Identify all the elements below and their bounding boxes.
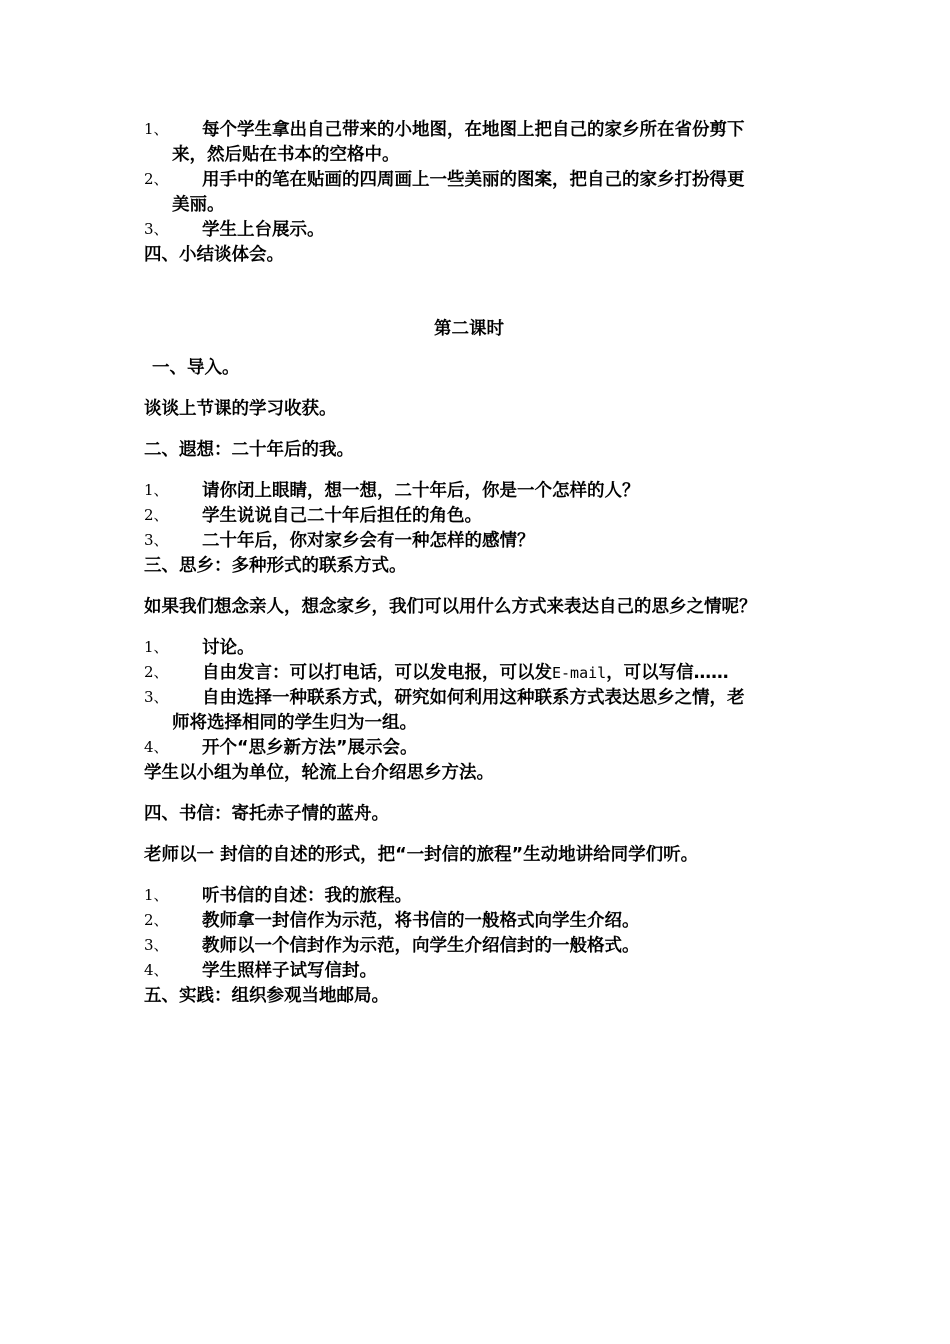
section-heading: 一、导入。 (152, 358, 240, 378)
list-item (144, 218, 814, 243)
list-number: 2、 (144, 911, 169, 929)
list-item (144, 504, 814, 529)
list-number: 1、 (144, 120, 169, 138)
list-item (144, 736, 814, 761)
list-item (144, 118, 814, 168)
list-text-continued: 来，然后贴在书本的空格中。 (172, 145, 400, 165)
list-number: 4、 (144, 961, 169, 979)
list-number: 3、 (144, 936, 169, 954)
list-text: 讨论。 (202, 638, 255, 658)
document-body (144, 118, 814, 1009)
paragraph: 老师以一 封信的自述的形式，把“一封信的旅程”生动地讲给同学们听。 (144, 845, 699, 865)
list-text: 学生照样子试写信封。 (202, 961, 377, 981)
list-text: 请你闭上眼睛，想一想，二十年后，你是一个怎样的人？ (202, 481, 640, 501)
list-item (144, 636, 814, 661)
list-number: 2、 (144, 170, 169, 188)
list-text (202, 661, 814, 686)
list-text: 用手中的笔在贴画的四周画上一些美丽的图案，把自己的家乡打扮得更 (202, 170, 745, 190)
list-text-part: ，可以写信…… (606, 663, 729, 683)
list-text: 学生说说自己二十年后担任的角色。 (202, 506, 482, 526)
list-text: 教师拿一封信作为示范，将书信的一般格式向学生介绍。 (202, 911, 640, 931)
paragraph: 谈谈上节课的学习收获。 (144, 399, 337, 419)
section-heading: 三、思乡：多种形式的联系方式。 (144, 556, 407, 576)
list-text: 自由选择一种联系方式，研究如何利用这种联系方式表达思乡之情，老 (202, 688, 745, 708)
list-number: 4、 (144, 738, 169, 756)
list-number: 2、 (144, 663, 169, 681)
list-item (144, 909, 814, 934)
list-text-continued: 美丽。 (172, 195, 225, 215)
section-heading: 四、小结谈体会。 (144, 245, 284, 265)
list-item (144, 661, 814, 686)
list-item (144, 686, 814, 736)
email-term: E-mail (552, 664, 607, 682)
list-item (144, 959, 814, 984)
list-text: 听书信的自述：我的旅程。 (202, 886, 412, 906)
list-item (144, 529, 814, 554)
list-item (144, 479, 814, 504)
section-heading: 五、实践：组织参观当地邮局。 (144, 986, 389, 1006)
lesson-title: 第二课时 (434, 319, 504, 339)
list-number: 3、 (144, 220, 169, 238)
list-text-continued: 师将选择相同的学生归为一组。 (172, 713, 417, 733)
paragraph: 学生以小组为单位，轮流上台介绍思乡方法。 (144, 763, 494, 783)
list-item (144, 168, 814, 218)
list-text: 学生上台展示。 (202, 220, 325, 240)
list-item (144, 934, 814, 959)
list-number: 3、 (144, 531, 169, 549)
list-number: 3、 (144, 688, 169, 706)
list-number: 2、 (144, 506, 169, 524)
section-heading: 二、遐想：二十年后的我。 (144, 440, 354, 460)
section-heading: 四、书信：寄托赤子情的蓝舟。 (144, 804, 389, 824)
list-text-part: 自由发言：可以打电话，可以发电报，可以发 (202, 663, 552, 683)
list-number: 1、 (144, 481, 169, 499)
list-text: 每个学生拿出自己带来的小地图，在地图上把自己的家乡所在省份剪下 (202, 120, 745, 140)
list-text: 二十年后，你对家乡会有一种怎样的感情？ (202, 531, 535, 551)
list-text: 教师以一个信封作为示范，向学生介绍信封的一般格式。 (202, 936, 640, 956)
list-text: 开个“思乡新方法”展示会。 (202, 738, 418, 758)
list-number: 1、 (144, 638, 169, 656)
paragraph: 如果我们想念亲人，想念家乡，我们可以用什么方式来表达自己的思乡之情呢？ (144, 597, 757, 617)
list-item (144, 884, 814, 909)
list-number: 1、 (144, 886, 169, 904)
